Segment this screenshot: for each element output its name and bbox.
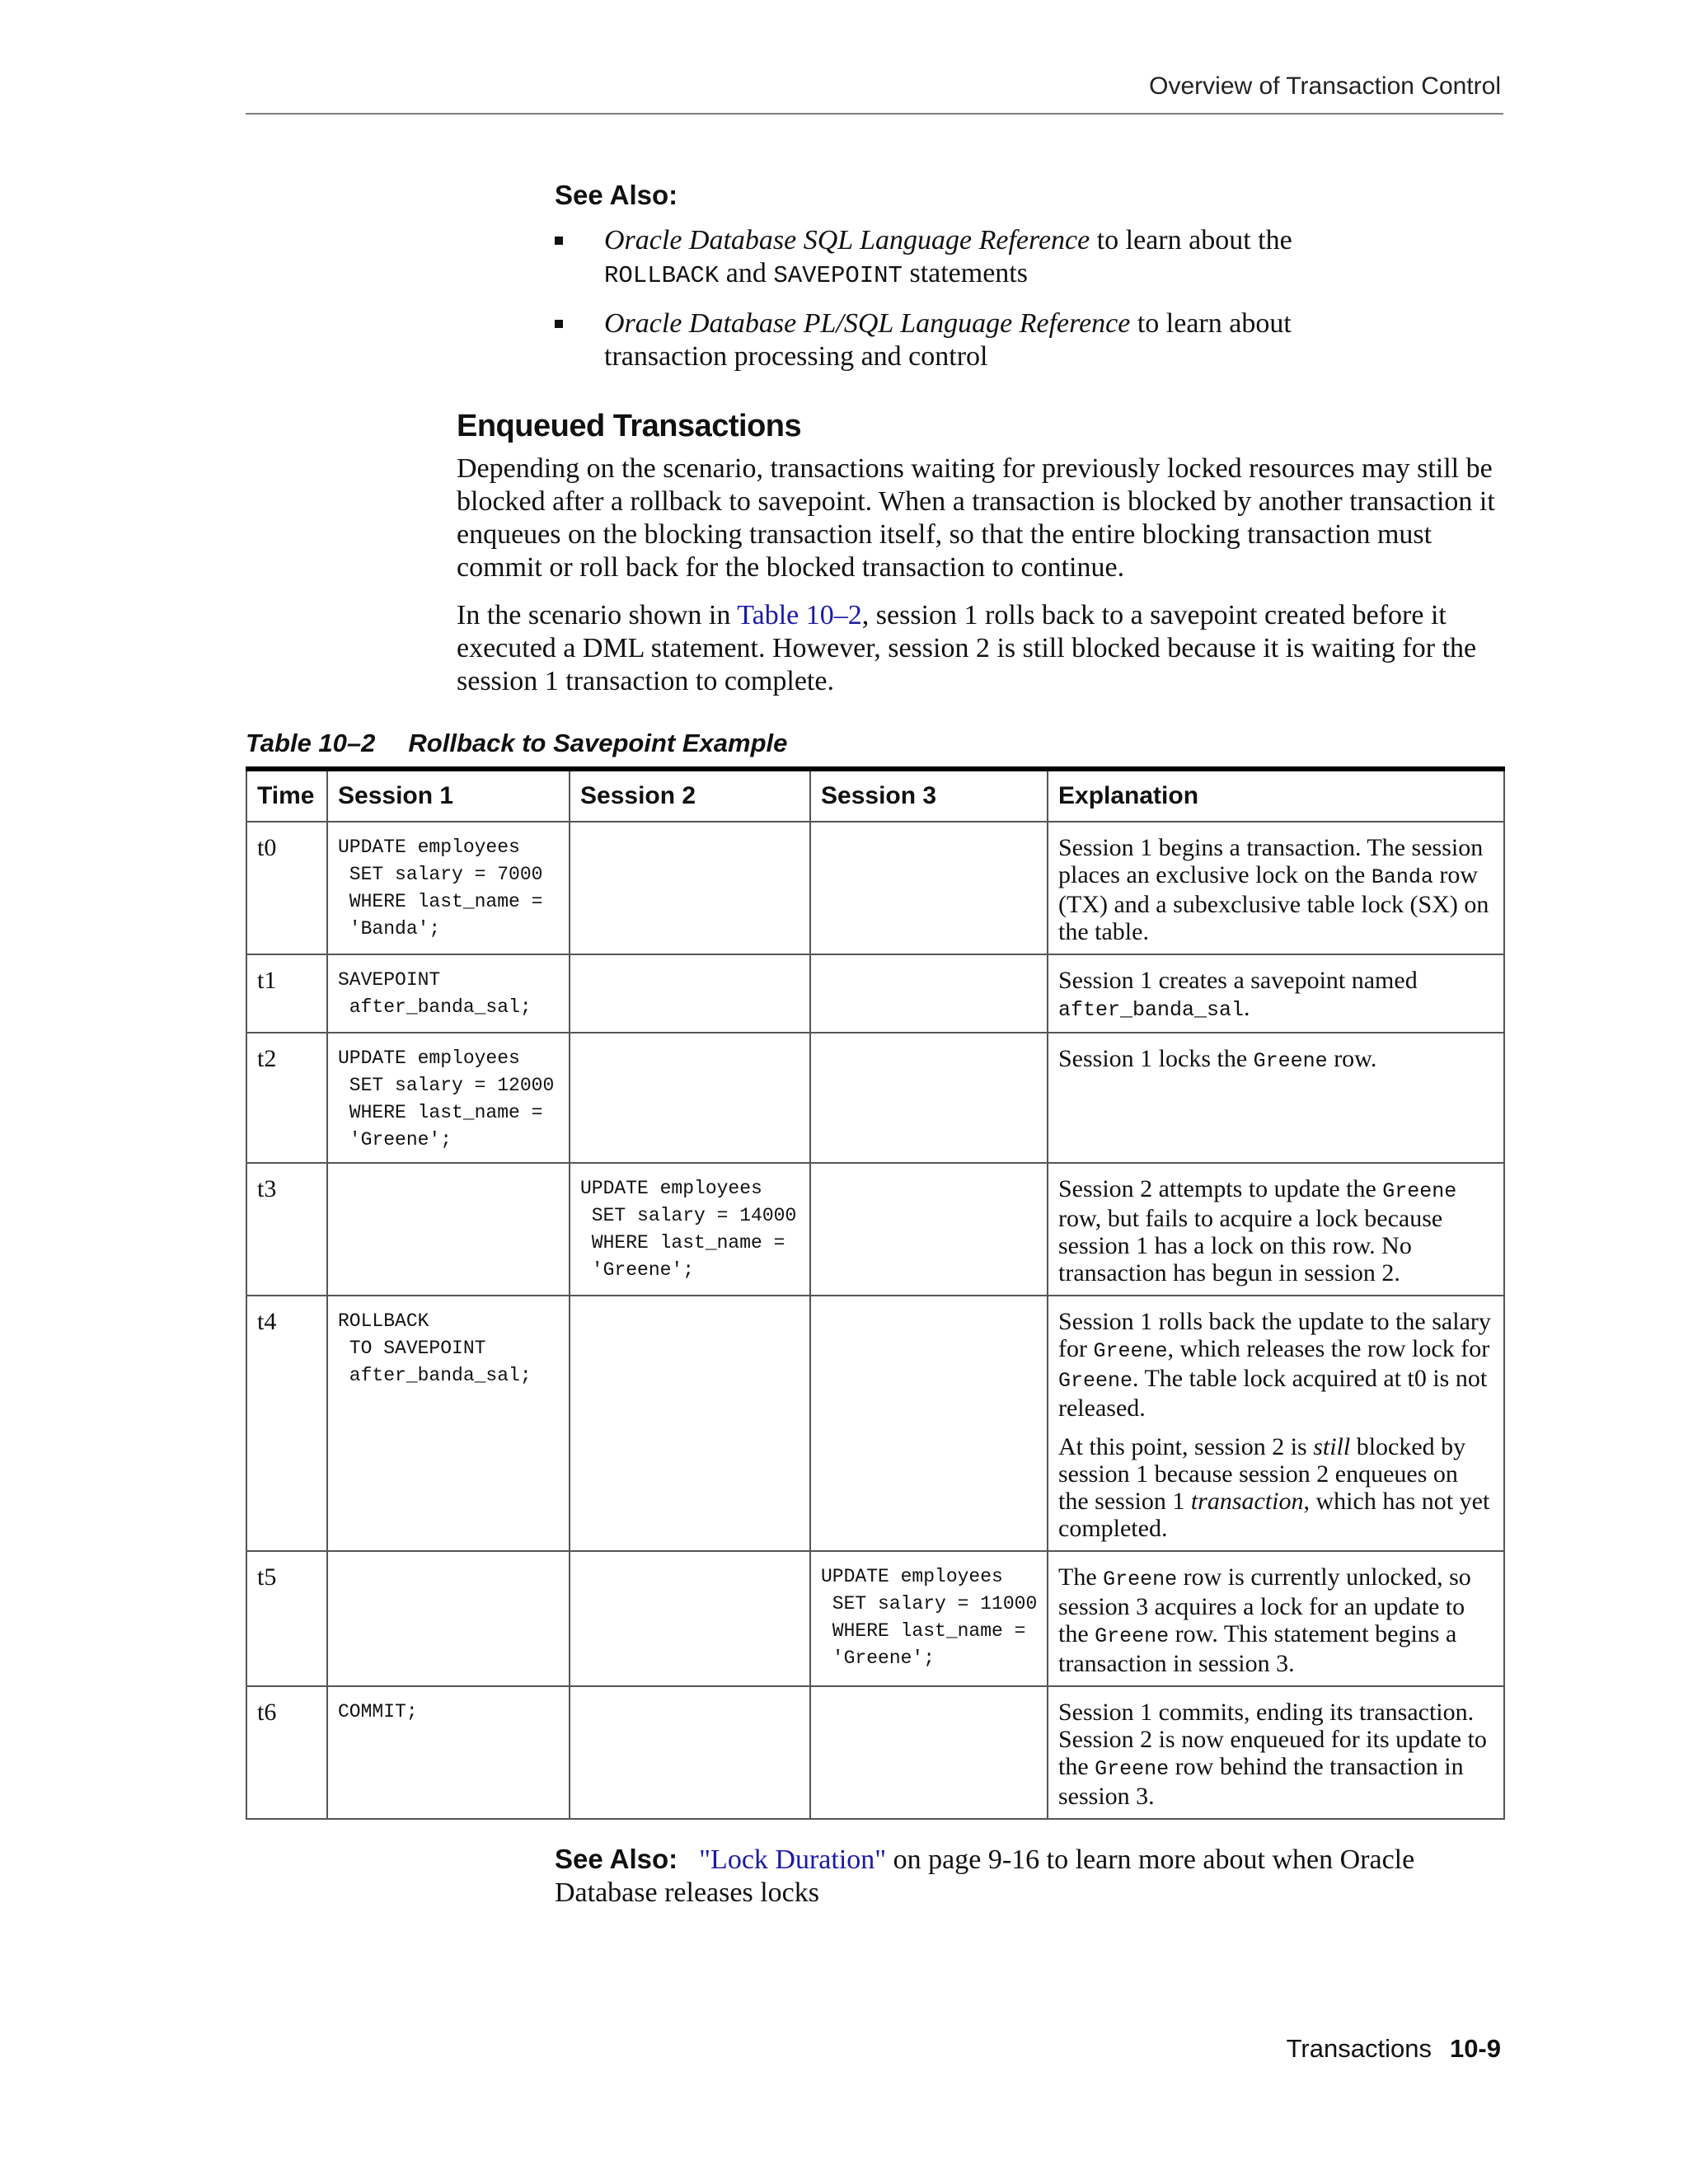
running-header: Overview of Transaction Control <box>1149 73 1501 100</box>
table-row <box>246 1033 1504 1163</box>
reference-text: to learn about transaction processing and control <box>604 308 1292 372</box>
time-cell: t5 <box>246 1551 327 1686</box>
bullet-icon <box>555 320 563 328</box>
code-term: Greene <box>1058 1369 1133 1393</box>
reference-text: statements <box>902 258 1028 288</box>
time-cell: t4 <box>246 1296 327 1551</box>
time-cell: t0 <box>246 822 327 954</box>
column-header: Session 2 <box>570 769 810 822</box>
explanation-text: Session 2 attempts to update the <box>1058 1175 1383 1202</box>
page-number: 10-9 <box>1449 2034 1501 2063</box>
explanation-paragraph <box>1058 1175 1493 1286</box>
explanation-cell <box>1048 1163 1504 1296</box>
explanation-text: , which releases the row lock for <box>1167 1335 1490 1362</box>
code-term: Greene <box>1093 1339 1168 1363</box>
lock-duration-link[interactable]: "Lock Duration" <box>699 1844 887 1875</box>
explanation-text: row (TX) and a subexclusive table lock (SX) on the table. <box>1058 861 1489 945</box>
table-body <box>246 822 1504 1819</box>
explanation-cell <box>1048 1033 1504 1163</box>
table-row <box>246 1296 1504 1551</box>
sql-code: UPDATE employees SET salary = 12000 WHERE last_name = 'Greene'; <box>338 1047 555 1151</box>
session-cell <box>327 822 570 954</box>
sql-code: UPDATE employees SET salary = 11000 WHERE last_name = 'Greene'; <box>821 1566 1038 1669</box>
session-cell <box>570 1296 810 1551</box>
session-cell <box>810 1163 1048 1296</box>
code-term: Greene <box>1253 1049 1328 1073</box>
bullet-icon <box>555 237 563 245</box>
table-caption-title: Rollback to Savepoint Example <box>408 729 788 757</box>
time-cell: t6 <box>246 1686 327 1819</box>
table-row <box>246 1551 1504 1686</box>
explanation-text: Session 1 begins a transaction. The session places an exclusive lock on the <box>1058 834 1484 888</box>
section-heading: Enqueued Transactions <box>457 409 802 443</box>
paragraph: Depending on the scenario, transactions waiting for previously locked resources may still be blocked after a rollback to savepoint. When a transaction is blocked by another transaction it enqueues on the blocking transaction itself, so that the entire blocking transaction must commit or roll back for the blocked transaction to continue. <box>457 453 1495 583</box>
explanation-text: Session 1 commits, ending its transaction. Session 2 is now enqueued for its update to the <box>1058 1699 1487 1780</box>
paragraph-text: In the scenario shown in <box>457 600 738 630</box>
sql-code: COMMIT; <box>338 1701 418 1722</box>
explanation-text: Session 1 creates a savepoint named <box>1058 967 1418 994</box>
explanation-cell <box>1048 1296 1504 1551</box>
session-cell <box>327 954 570 1033</box>
code-term: ROLLBACK <box>604 262 720 289</box>
session-cell <box>327 1551 570 1686</box>
see-also-bottom <box>555 1843 1461 1910</box>
explanation-text: Session 1 rolls back the update to the salary for <box>1058 1308 1491 1362</box>
explanation-text: The <box>1058 1563 1104 1591</box>
table-row <box>246 954 1504 1033</box>
see-also-item <box>555 307 1379 373</box>
time-cell: t1 <box>246 954 327 1033</box>
sql-code: ROLLBACK TO SAVEPOINT after_banda_sal; <box>338 1310 532 1386</box>
session-cell <box>327 1686 570 1819</box>
rollback-savepoint-table <box>246 766 1505 1820</box>
explanation-text: blocked by session 1 because session 2 enqueues on the session 1 <box>1058 1433 1466 1515</box>
session-cell <box>810 1686 1048 1819</box>
explanation-text: . <box>1244 994 1250 1021</box>
section-enqueued-transactions <box>457 409 1503 713</box>
code-term: Greene <box>1095 1624 1170 1648</box>
column-header: Time <box>246 769 327 822</box>
explanation-text: row, but fails to acquire a lock because session 1 has a lock on this row. No transaction has begun in session 2. <box>1058 1205 1443 1286</box>
paragraph-text: , session 1 rolls back to a savepoint created before it executed a DML statement. However, session 2 is still blocked because it is waiting for the session 1 transaction to complete. <box>457 600 1477 696</box>
explanation-paragraph <box>1058 1045 1493 1075</box>
table-row <box>246 1686 1504 1819</box>
column-header: Explanation <box>1048 769 1504 822</box>
explanation-text: row. This statement begins a transaction in session 3. <box>1058 1620 1457 1677</box>
code-term: after_banda_sal <box>1058 998 1245 1022</box>
emphasis-text: transaction <box>1190 1488 1304 1515</box>
explanation-cell <box>1048 954 1504 1033</box>
table-row <box>246 822 1504 954</box>
see-also-top <box>555 180 1379 388</box>
explanation-paragraph <box>1058 1308 1493 1422</box>
table-header-row <box>246 769 1504 822</box>
column-header: Session 3 <box>810 769 1048 822</box>
table-link[interactable]: Table 10–2 <box>737 600 862 630</box>
session-cell <box>810 1551 1048 1686</box>
table-row <box>246 1163 1504 1296</box>
sql-code: UPDATE employees SET salary = 14000 WHERE last_name = 'Greene'; <box>580 1178 797 1281</box>
explanation-text: row is currently unlocked, so session 3 acquires a lock for an update to the <box>1058 1563 1471 1647</box>
header-divider <box>246 113 1503 115</box>
emphasis-text: still <box>1313 1433 1351 1460</box>
see-also-list <box>555 224 1379 373</box>
explanation-paragraph <box>1058 1699 1493 1810</box>
code-term: Greene <box>1382 1179 1457 1203</box>
code-term: Greene <box>1103 1568 1178 1591</box>
reference-title: Oracle Database SQL Language Reference <box>604 225 1090 255</box>
column-header: Session 1 <box>327 769 570 822</box>
explanation-text: Session 1 locks the <box>1058 1045 1254 1072</box>
session-cell <box>570 1033 810 1163</box>
page-footer <box>1287 2034 1501 2064</box>
session-cell <box>570 1686 810 1819</box>
explanation-text: , which has not yet completed. <box>1058 1488 1490 1542</box>
session-cell <box>810 1296 1048 1551</box>
explanation-paragraph <box>1058 834 1493 945</box>
session-cell <box>327 1163 570 1296</box>
see-also-text: on page 9-16 to learn more about when Oracle Database releases locks <box>555 1844 1415 1908</box>
see-also-item <box>555 224 1379 293</box>
explanation-cell <box>1048 822 1504 954</box>
session-cell <box>570 1163 810 1296</box>
session-cell <box>570 822 810 954</box>
session-cell <box>810 822 1048 954</box>
paragraph <box>457 599 1503 698</box>
explanation-paragraph <box>1058 1563 1493 1677</box>
session-cell <box>570 1551 810 1686</box>
explanation-text: . The table lock acquired at t0 is not released. <box>1058 1365 1488 1422</box>
time-cell: t3 <box>246 1163 327 1296</box>
sql-code: UPDATE employees SET salary = 7000 WHERE last_name = 'Banda'; <box>338 837 543 940</box>
explanation-text: At this point, session 2 is <box>1058 1433 1314 1460</box>
explanation-paragraph <box>1058 1433 1493 1542</box>
see-also-label: See Also: <box>555 180 678 210</box>
see-also-label: See Also: <box>555 1844 678 1874</box>
explanation-text: row. <box>1327 1045 1377 1072</box>
session-cell <box>327 1296 570 1551</box>
reference-title: Oracle Database PL/SQL Language Reference <box>604 308 1131 339</box>
chapter-name: Transactions <box>1286 2034 1432 2063</box>
table-caption <box>246 729 787 758</box>
explanation-paragraph <box>1058 967 1493 1024</box>
time-cell: t2 <box>246 1033 327 1163</box>
code-term: SAVEPOINT <box>773 262 903 289</box>
table-caption-number: Table 10–2 <box>246 729 376 757</box>
code-term: Banda <box>1371 865 1433 889</box>
code-term: Greene <box>1095 1757 1170 1781</box>
session-cell <box>810 954 1048 1033</box>
reference-text: to learn about the <box>1090 225 1292 255</box>
session-cell <box>810 1033 1048 1163</box>
explanation-cell <box>1048 1686 1504 1819</box>
explanation-text: row behind the transaction in session 3. <box>1058 1753 1464 1810</box>
session-cell <box>327 1033 570 1163</box>
explanation-cell <box>1048 1551 1504 1686</box>
reference-text: and <box>719 258 774 288</box>
sql-code: SAVEPOINT after_banda_sal; <box>338 969 532 1018</box>
session-cell <box>570 954 810 1033</box>
